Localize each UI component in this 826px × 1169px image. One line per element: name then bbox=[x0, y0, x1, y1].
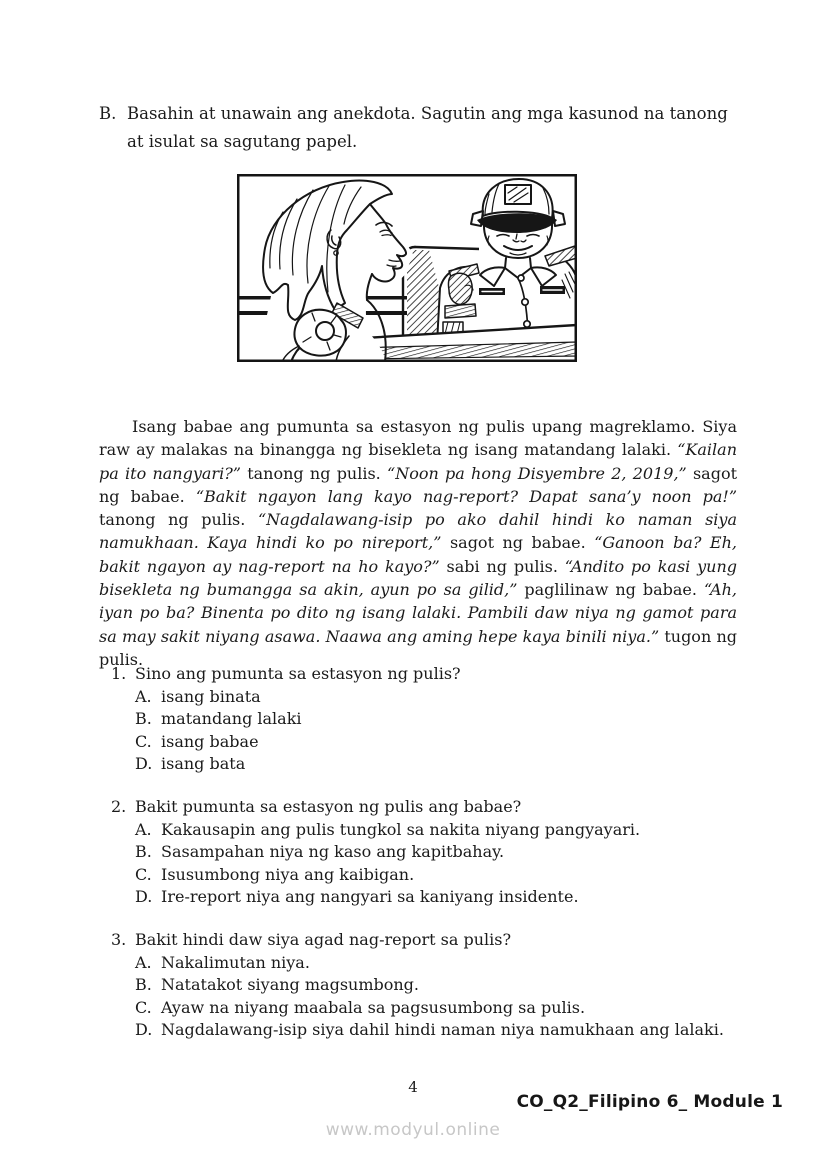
option-text: Nagdalawang-isip siya dahil hindi naman niya namukhaan ang lalaki. bbox=[161, 1020, 724, 1040]
option-b bbox=[135, 708, 755, 731]
option-letter: B. bbox=[135, 842, 152, 862]
option-text: Isusumbong niya ang kaibigan. bbox=[161, 864, 415, 884]
option-c bbox=[135, 864, 755, 887]
option-letter: B. bbox=[135, 975, 152, 995]
question-1 bbox=[111, 663, 755, 776]
option-text: matandang lalaki bbox=[161, 709, 302, 729]
option-a bbox=[135, 819, 755, 842]
option-letter: A. bbox=[135, 952, 152, 972]
option-letter: D. bbox=[135, 887, 153, 907]
option-d bbox=[135, 1019, 755, 1042]
option-letter: D. bbox=[135, 754, 153, 774]
option-b bbox=[135, 841, 755, 864]
question-2 bbox=[111, 796, 755, 909]
option-letter: A. bbox=[135, 686, 152, 706]
option-letter: C. bbox=[135, 997, 152, 1017]
section-instruction-text: Basahin at unawain ang anekdota. Sagutin ang mga kasunod na tanong at isulat sa sagutang papel. bbox=[127, 104, 728, 151]
question-number: 2. bbox=[111, 796, 127, 816]
question-number: 1. bbox=[111, 664, 127, 683]
option-c bbox=[135, 997, 755, 1020]
module-label: CO_Q2_Filipino 6_ Module 1 bbox=[516, 1092, 783, 1112]
option-text: Ire-report niya ang nangyari sa kaniyang insidente. bbox=[161, 887, 579, 907]
option-a bbox=[135, 952, 755, 975]
section-letter: B. bbox=[99, 104, 117, 123]
option-d bbox=[135, 886, 755, 909]
question-number: 3. bbox=[111, 929, 127, 949]
option-letter: C. bbox=[135, 864, 152, 884]
question-text: Bakit pumunta sa estasyon ng pulis ang babae? bbox=[135, 796, 522, 816]
option-text: isang binata bbox=[161, 686, 261, 706]
option-d bbox=[135, 753, 755, 776]
option-text: Sasampahan niya ng kaso ang kapitbahay. bbox=[161, 842, 505, 862]
anecdote-illustration bbox=[237, 174, 577, 362]
option-text: Natatakot siyang magsumbong. bbox=[161, 975, 420, 995]
question-list bbox=[111, 663, 755, 1062]
question-3 bbox=[111, 929, 755, 1042]
option-text: Nakalimutan niya. bbox=[161, 952, 310, 972]
option-text: Ayaw na niyang maabala sa pagsusumbong sa pulis. bbox=[161, 997, 586, 1017]
option-letter: C. bbox=[135, 731, 152, 751]
watermark: www.modyul.online bbox=[325, 1120, 501, 1140]
section-instruction bbox=[99, 100, 739, 156]
option-letter: A. bbox=[135, 819, 152, 839]
option-b bbox=[135, 974, 755, 997]
page-number: 4 bbox=[408, 1078, 418, 1096]
option-text: Kakausapin ang pulis tungkol sa nakita niyang pangyayari. bbox=[161, 819, 641, 839]
option-a bbox=[135, 686, 755, 709]
woman bbox=[257, 180, 413, 362]
anecdote-paragraph: Isang babae ang pumunta sa estasyon ng pulis upang magreklamo. Siya raw ay malakas na binangga ng bisekleta ng isang matandang lalaki. “Kailan pa ito nangyari?” tanong ng pulis. “Noon pa hong Disyembre 2, 2019,” sagot ng babae. “Bakit ngayon lang kayo nag-report? Dapat sana’y noon pa!” tanong ng pulis. “Nagdalawang-isip po ako dahil hindi ko naman siya namukhaan. Kaya hindi ko po nireport,” sagot ng babae. “Ganoon ba? Eh, bakit ngayon ay nag-report na ho kayo?” sabi ng pulis. “Andito po kasi yung bisekleta ng bumangga sa akin, ayun po sa gilid,” paglilinaw ng babae. “Ah, iyan po ba? Binenta po dito ng isang lalaki. Pambili daw niya ng gamot para sa may sakit niyang asawa. Naawa ang aming hepe kaya binili niya.” tugon ng pulis. bbox=[99, 417, 738, 669]
question-text: Bakit hindi daw siya agad nag-report sa pulis? bbox=[135, 929, 512, 949]
woman-and-police-officer-line-art bbox=[237, 174, 577, 362]
option-letter: D. bbox=[135, 1020, 153, 1040]
question-text: Sino ang pumunta sa estasyon ng pulis? bbox=[135, 664, 461, 683]
option-text: isang babae bbox=[161, 731, 259, 751]
option-c bbox=[135, 731, 755, 754]
option-text: isang bata bbox=[161, 754, 246, 774]
option-letter: B. bbox=[135, 709, 152, 729]
